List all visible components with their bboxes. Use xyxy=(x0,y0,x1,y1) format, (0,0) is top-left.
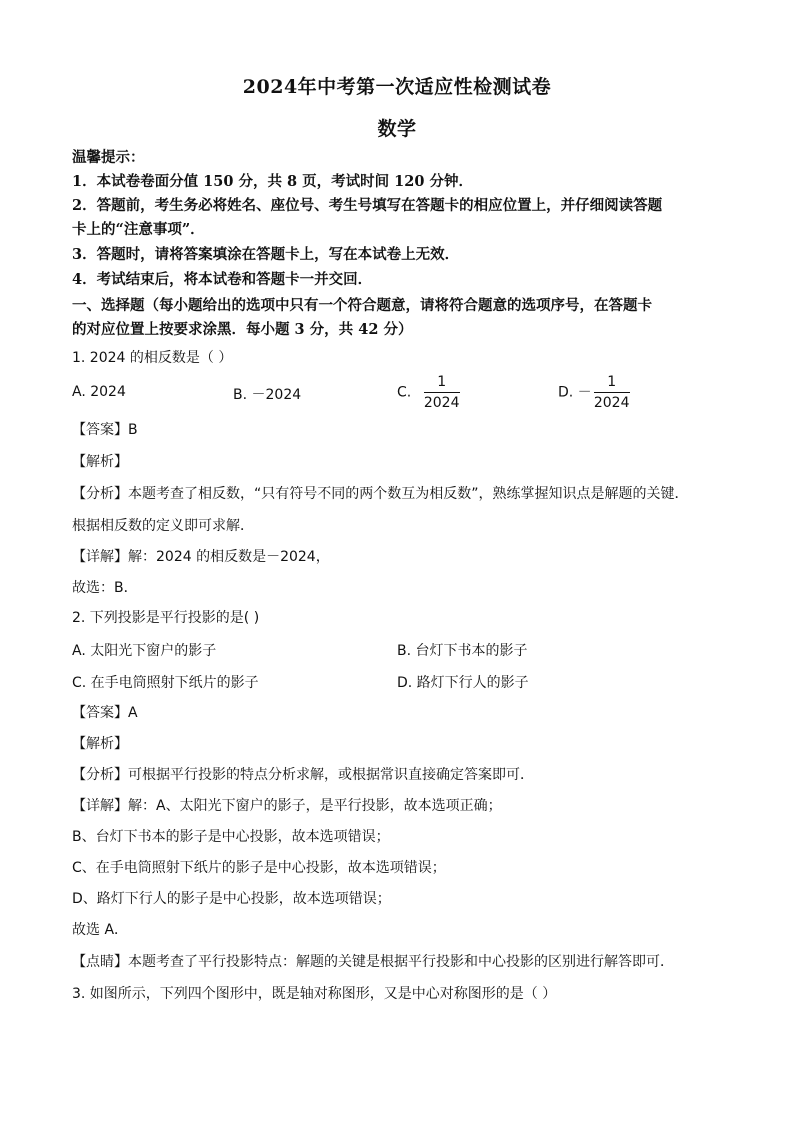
q2-option-c: C. 在手电筒照射下纸片的影子 xyxy=(72,675,259,691)
q2-dianjing: 【点睛】本题考查了平行投影特点：解题的关键是根据平行投影和中心投影的区别进行解答即可． xyxy=(72,954,674,970)
notice-item-1: 1．本试卷卷面分值 150 分，共 8 页，考试时间 120 分钟． xyxy=(72,173,473,190)
q2-choose: 故选 A． xyxy=(72,922,129,938)
q1-fenxi: 【分析】本题考查了相反数，“只有符号不同的两个数互为相反数”，熟练掌握知识点是解题的关键． xyxy=(72,486,689,502)
q2-detail-c: C、在手电筒照射下纸片的影子是中心投影，故本选项错误； xyxy=(72,860,446,876)
subject-title: 数学 xyxy=(377,118,417,140)
q1-option-d-fraction xyxy=(594,374,630,411)
q2-option-b: B. 台灯下书本的影子 xyxy=(397,643,528,659)
q1-choose: 故选：B． xyxy=(72,580,138,596)
q1-option-d-denominator: 2024 xyxy=(593,395,630,411)
notice-heading: 温馨提示： xyxy=(72,149,145,166)
q1-detail: 【详解】解：2024 的相反数是－2024， xyxy=(72,549,330,565)
q1-option-b: B. －2024 xyxy=(233,387,302,403)
q1-analysis-label: 【解析】 xyxy=(72,454,128,470)
q1-fenxi-cont: 根据相反数的定义即可求解． xyxy=(72,518,254,534)
notice-item-2-cont: 卡上的“注意事项”． xyxy=(72,221,205,238)
exam-title: 2024年中考第一次适应性检测试卷 xyxy=(242,76,552,98)
q1-option-d-label: D. － xyxy=(558,384,592,401)
q2-detail-d: D、路灯下行人的影子是中心投影，故本选项错误； xyxy=(72,891,391,907)
q2-analysis-label: 【解析】 xyxy=(72,736,128,752)
q1-option-c-denominator: 2024 xyxy=(423,395,460,411)
q1-option-d-numerator: 1 xyxy=(607,374,617,390)
q3-stem: 3. 如图所示，下列四个图形中，既是轴对称图形，又是中心对称图形的是（ ） xyxy=(72,986,557,1002)
q2-detail-b: B、台灯下书本的影子是中心投影，故本选项错误； xyxy=(72,829,390,845)
q2-detail-a: 【详解】解：A、太阳光下窗户的影子，是平行投影，故本选项正确； xyxy=(72,798,502,814)
q2-stem: 2. 下列投影是平行投影的是( ) xyxy=(72,610,260,626)
notice-item-2: 2．答题前，考生务必将姓名、座位号、考生号填写在答题卡的相应位置上，并仔细阅读答题 xyxy=(72,197,663,214)
notice-item-3: 3．答题时，请将答案填涂在答题卡上，写在本试卷上无效． xyxy=(72,246,460,263)
q2-fenxi: 【分析】可根据平行投影的特点分析求解，或根据常识直接确定答案即可． xyxy=(72,767,534,783)
q1-option-c-fraction xyxy=(424,374,460,411)
q2-answer: 【答案】A xyxy=(72,705,138,721)
section1-heading: 一、选择题（每小题给出的选项中只有一个符合题意，请将符合题意的选项序号，在答题卡 xyxy=(72,297,652,314)
section1-heading-cont: 的对应位置上按要求涂黑．每小题 3 分，共 42 分） xyxy=(72,321,413,338)
q2-option-a: A. 太阳光下窗户的影子 xyxy=(72,643,217,659)
q1-answer: 【答案】B xyxy=(72,422,138,438)
q2-option-d: D. 路灯下行人的影子 xyxy=(397,675,529,691)
q1-stem: 1. 2024 的相反数是（ ） xyxy=(72,350,233,366)
q1-option-d xyxy=(558,374,630,411)
q1-option-c-numerator: 1 xyxy=(437,374,447,390)
q1-option-c xyxy=(397,374,460,411)
q1-option-a: A. 2024 xyxy=(72,384,126,400)
notice-item-4: 4．考试结束后，将本试卷和答题卡一并交回． xyxy=(72,271,373,288)
q1-option-c-label: C. xyxy=(397,384,412,401)
